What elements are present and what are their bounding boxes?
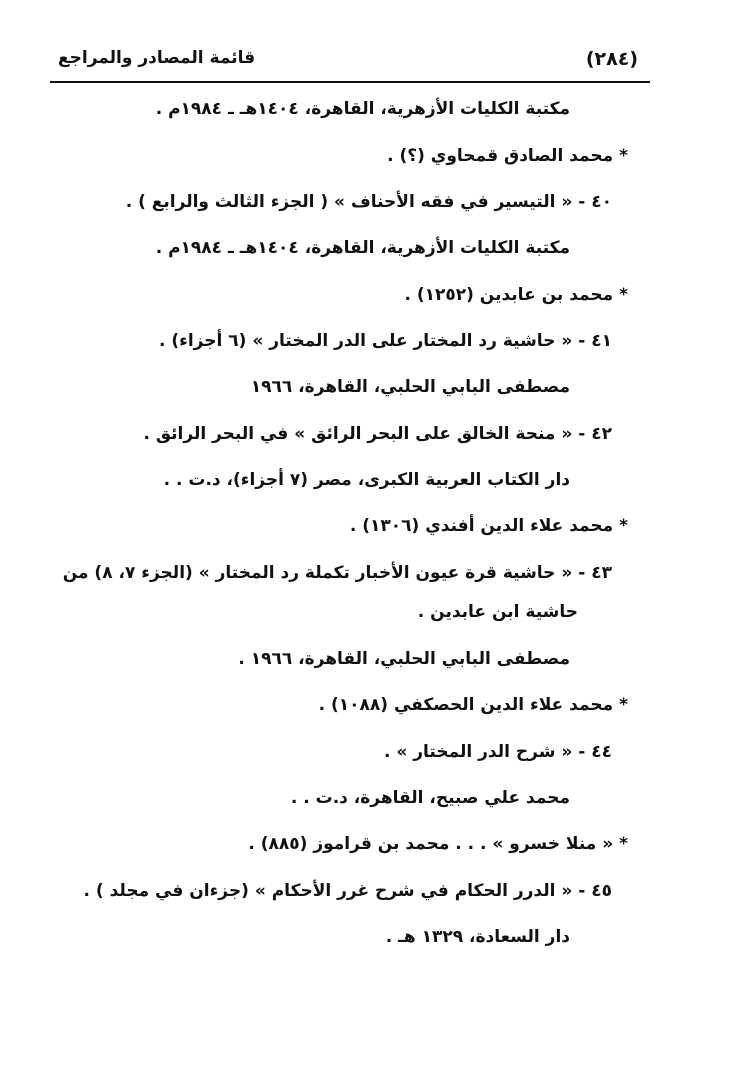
running-title: قائمة المصادر والمراجع	[58, 48, 256, 68]
author-entry: * محمد بن عابدين (١٢٥٢) .	[404, 285, 628, 305]
author-entry: * محمد علاء الدين أفندي (١٣٠٦) .	[349, 516, 628, 536]
publisher-line: دار الكتاب العربية الكبرى، مصر (٧ أجزاء)، د.ت . .	[163, 470, 570, 490]
book-title-continuation: حاشية ابن عابدين .	[417, 602, 578, 622]
page-number: (٢٨٤)	[585, 48, 638, 70]
publisher-line: مصطفى البابي الحلبي، القاهرة، ١٩٦٦ .	[238, 649, 570, 669]
author-entry: * « منلا خسرو » . . . محمد بن قراموز (٨٨٥) .	[248, 834, 628, 854]
author-entry: * محمد الصادق قمحاوي (؟) .	[387, 146, 628, 166]
publisher-line: دار السعادة، ١٣٢٩ هـ .	[385, 927, 570, 947]
publisher-line: مصطفى البابي الحلبي، القاهرة، ١٩٦٦	[250, 377, 570, 397]
header-rule	[50, 81, 650, 83]
publisher-line: محمد علي صبيح، القاهرة، د.ت . .	[290, 788, 570, 808]
book-title-entry: ٤٠ - « التيسير في فقه الأحناف » ( الجزء الثالث والرابع ) .	[125, 192, 612, 212]
book-title-entry: ٤٤ - « شرح الدر المختار » .	[383, 742, 612, 762]
book-title-entry: ٤١ - « حاشية رد المختار على الدر المختار » (٦ أجزاء) .	[159, 331, 612, 351]
book-title-entry: ٤٥ - « الدرر الحكام في شرح غرر الأحكام » (جزءان في مجلد ) .	[83, 881, 612, 901]
author-entry: * محمد علاء الدين الحصكفي (١٠٨٨) .	[318, 695, 628, 715]
book-title-entry: ٤٢ - « منحة الخالق على البحر الرائق » في البحر الرائق .	[143, 424, 612, 444]
book-title-entry: ٤٣ - « حاشية قرة عيون الأخبار تكملة رد المختار » (الجزء ٧، ٨) من	[62, 563, 612, 583]
page-header	[50, 40, 650, 82]
publisher-line: مكتبة الكليات الأزهرية، القاهرة، ١٤٠٤هـ ـ ١٩٨٤م .	[155, 238, 570, 258]
publisher-line: مكتبة الكليات الأزهرية، القاهرة، ١٤٠٤هـ ـ ١٩٨٤م .	[155, 99, 570, 119]
